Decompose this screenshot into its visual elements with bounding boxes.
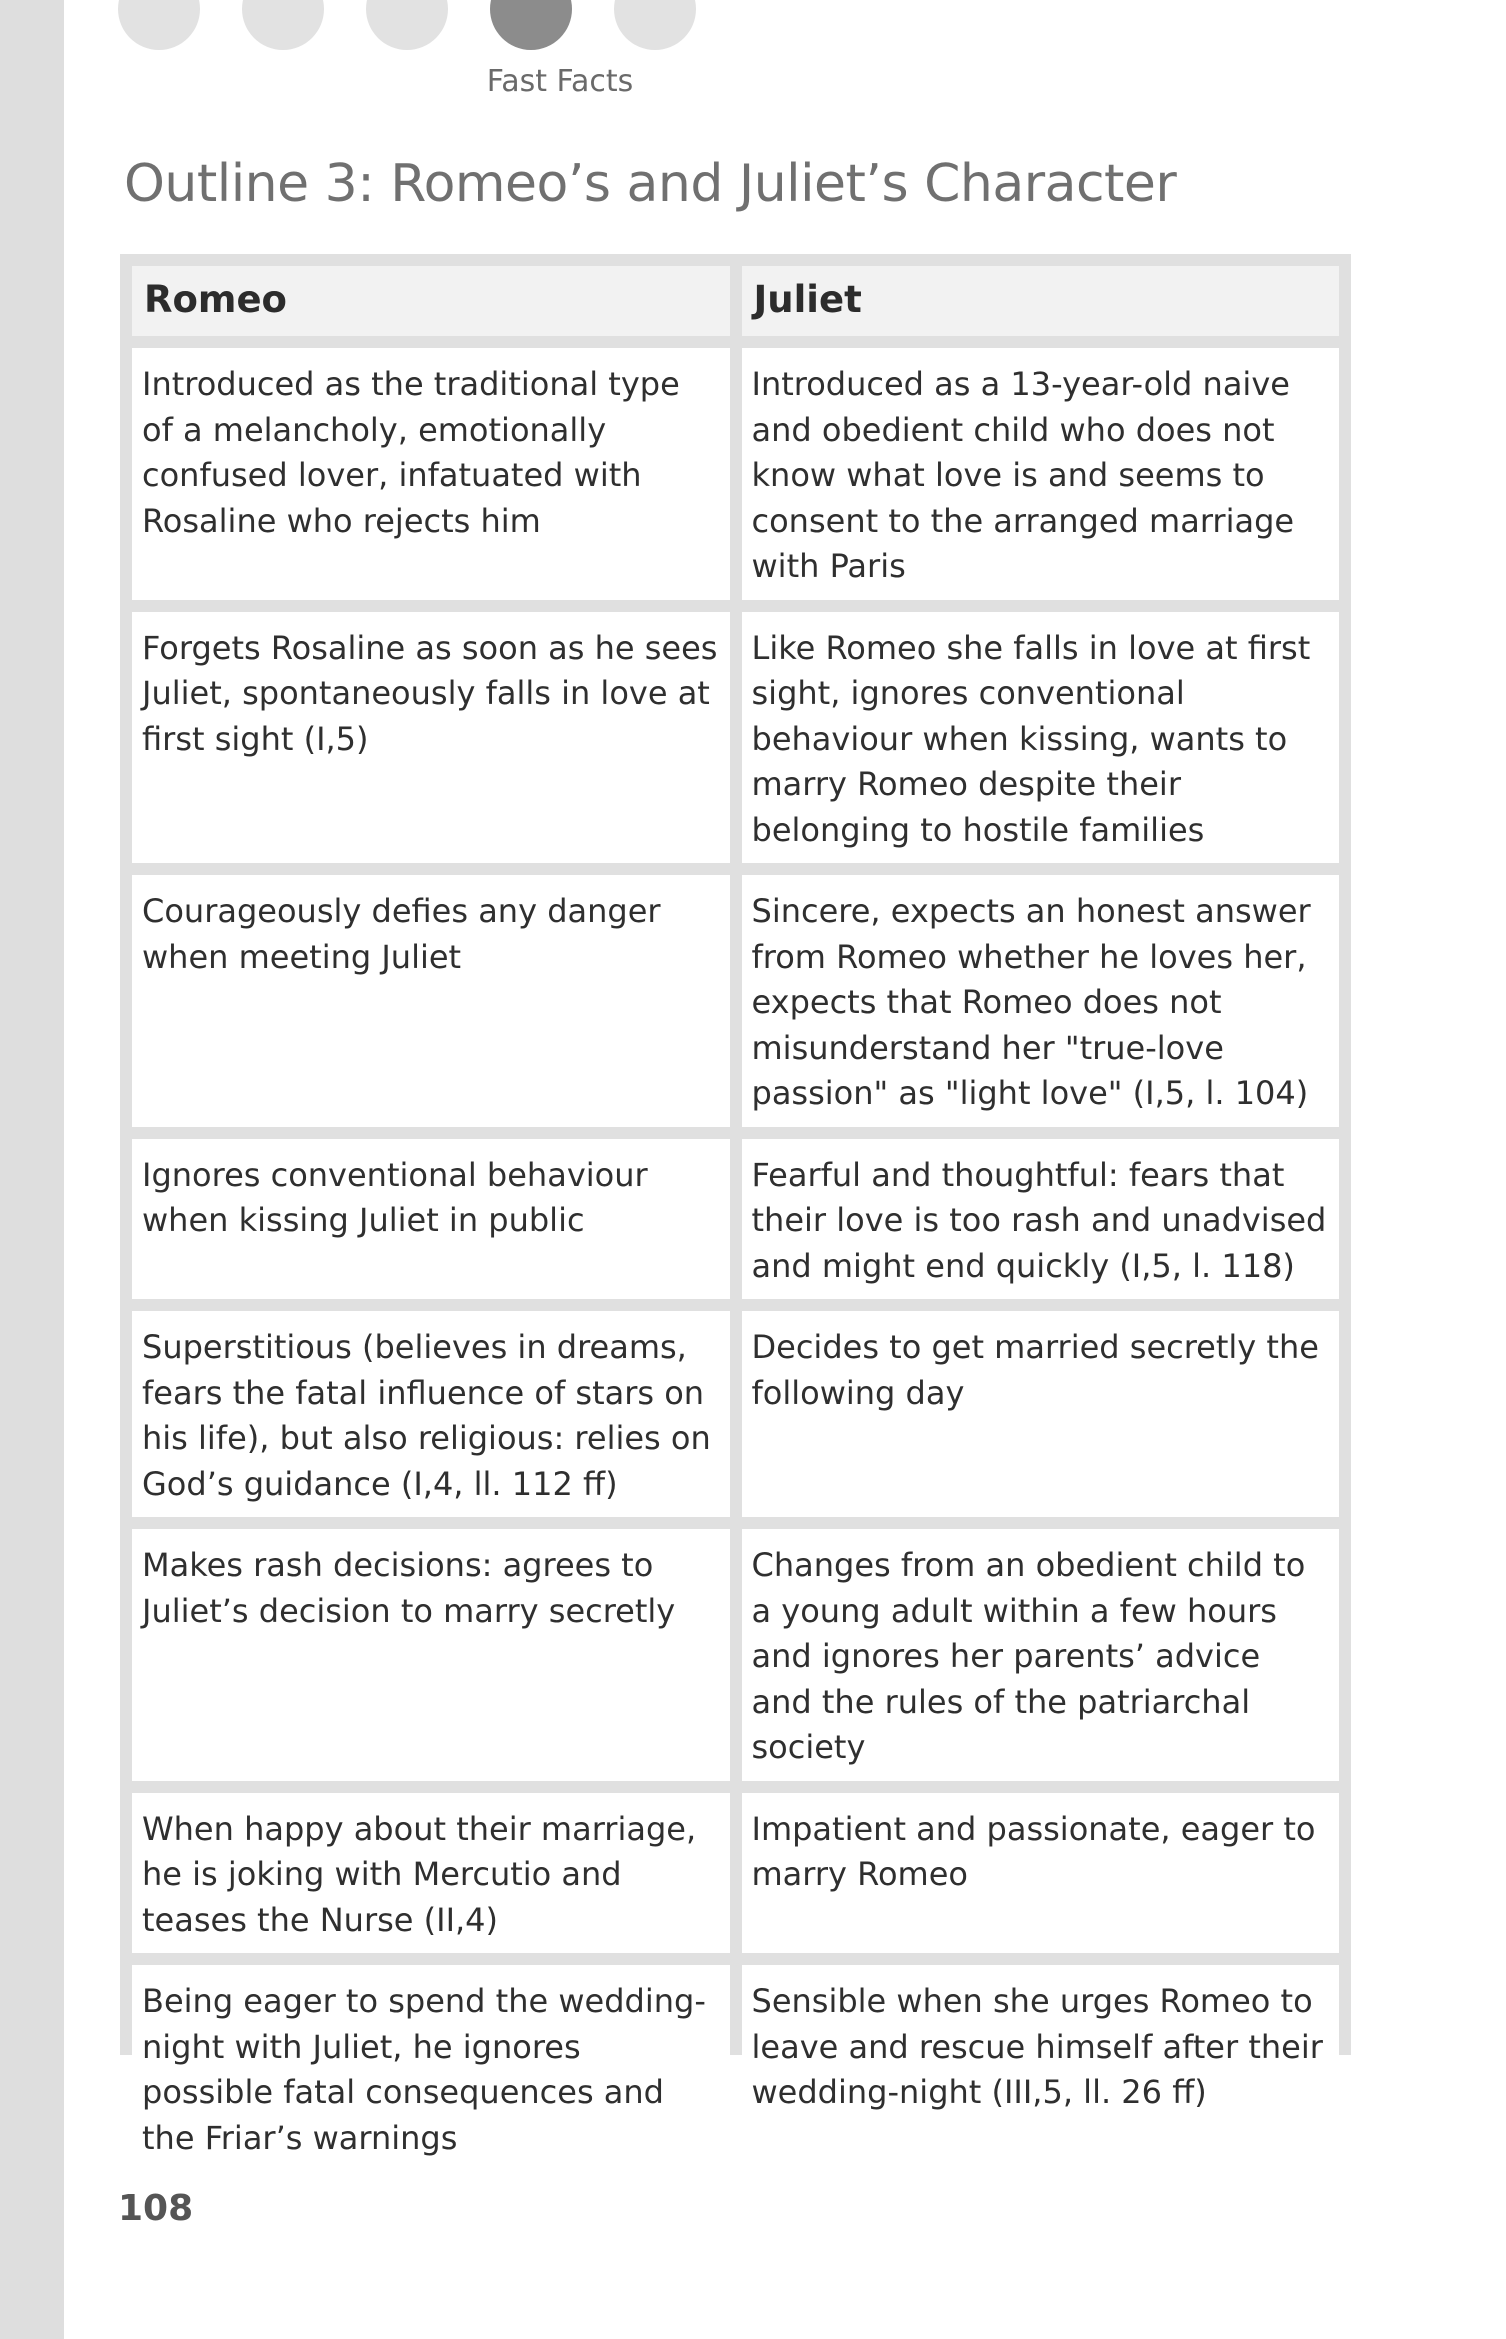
romeo-cell: Ignores conventional behaviour when kissing Juliet in public: [132, 1139, 730, 1300]
page-title: Outline 3: Romeo’s and Juliet’s Character: [124, 154, 1177, 214]
juliet-cell: Sincere, expects an honest answer from Romeo whether he loves her, expects that Romeo does not misunderstand her "true-love passion" as "light love" (I,5, l. 104): [742, 875, 1340, 1127]
progress-dot-5: [614, 0, 696, 50]
table-row: [132, 612, 1339, 864]
progress-dot-4-active: [490, 0, 572, 50]
character-table: [120, 254, 1351, 2183]
character-table-frame: [120, 254, 1351, 2157]
table-row: [132, 1965, 1339, 2171]
juliet-cell: Like Romeo she falls in love at first sight, ignores conventional behaviour when kissing, wants to marry Romeo despite their belonging to hostile families: [742, 612, 1340, 864]
romeo-cell: When happy about their marriage, he is joking with Mercutio and teases the Nurse (II,4): [132, 1793, 730, 1954]
table-row: [132, 1311, 1339, 1517]
page-margin-bar: [0, 0, 64, 2339]
juliet-cell: Changes from an obedient child to a young adult within a few hours and ignores her parents’ advice and the rules of the patriarchal society: [742, 1529, 1340, 1781]
column-header-juliet: Juliet: [742, 266, 1340, 336]
progress-dot-1: [118, 0, 200, 50]
table-row: [132, 348, 1339, 600]
table-row: [132, 1529, 1339, 1781]
romeo-cell: Makes rash decisions: agrees to Juliet’s decision to marry secretly: [132, 1529, 730, 1781]
juliet-cell: Sensible when she urges Romeo to leave and rescue himself after their wedding-night (III,5, ll. 26 ff): [742, 1965, 1340, 2171]
romeo-cell: Being eager to spend the wedding-night with Juliet, he ignores possible fatal consequences and the Friar’s warnings: [132, 1965, 730, 2171]
table-header-row: [132, 266, 1339, 336]
juliet-cell: Introduced as a 13-year-old naive and obedient child who does not know what love is and seems to consent to the arranged marriage with Paris: [742, 348, 1340, 600]
table-row: [132, 875, 1339, 1127]
table-row: [132, 1139, 1339, 1300]
progress-dot-3: [366, 0, 448, 50]
section-label: Fast Facts: [486, 64, 634, 99]
juliet-cell: Impatient and passionate, eager to marry Romeo: [742, 1793, 1340, 1954]
juliet-cell: Fearful and thoughtful: fears that their love is too rash and unadvised and might end quickly (I,5, l. 118): [742, 1139, 1340, 1300]
romeo-cell: Superstitious (believes in dreams, fears the fatal influence of stars on his life), but also religious: relies on God’s guidance (I,4, ll. 112 ff): [132, 1311, 730, 1517]
page-number: 108: [118, 2188, 194, 2229]
progress-dot-2: [242, 0, 324, 50]
column-header-romeo: Romeo: [132, 266, 730, 336]
table-row: [132, 1793, 1339, 1954]
romeo-cell: Courageously defies any danger when meeting Juliet: [132, 875, 730, 1127]
romeo-cell: Forgets Rosaline as soon as he sees Juliet, spontaneously falls in love at first sight (I,5): [132, 612, 730, 864]
romeo-cell: Introduced as the traditional type of a melancholy, emotionally confused lover, infatuated with Rosaline who rejects him: [132, 348, 730, 600]
juliet-cell: Decides to get married secretly the following day: [742, 1311, 1340, 1517]
